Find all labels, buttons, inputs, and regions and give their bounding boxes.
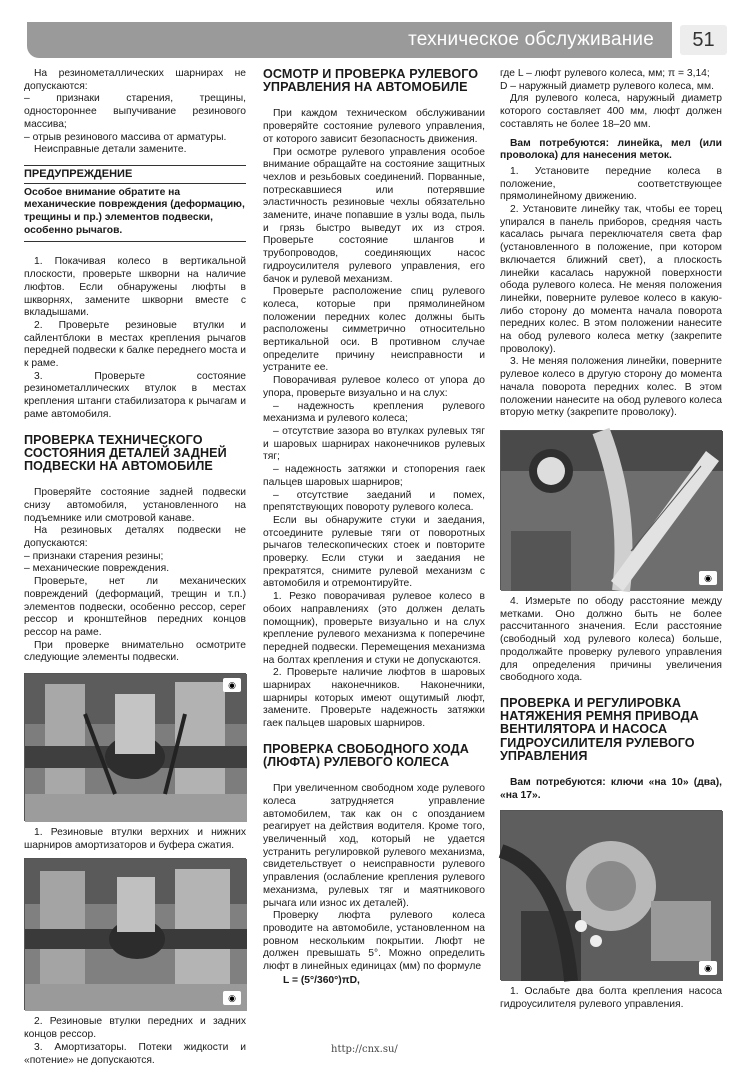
step: 1. Покачивая колесо в вертикальной плоскости, проверьте шкворни на наличие люфтов. Если обнаружены люфты в шкворнях, замените шкворни вместе с вкладышами. — [24, 256, 246, 319]
heading-rear-suspension: ПРОВЕРКА ТЕХНИЧЕСКОГО СОСТОЯНИЯ ДЕТАЛЕЙ ЗАДНЕЙ ПОДВЕСКИ НА АВТОМОБИЛЕ — [24, 432, 227, 473]
photo-steering-ruler — [500, 430, 722, 590]
paragraph: При каждом техническом обслуживании проверяйте состояние рулевого управления, от которого зависит безопасность движения. — [263, 108, 485, 145]
step: 2. Проверьте резиновые втулки и сайлентблоки в местах крепления рычагов передней подвески к балке переднего моста и к раме. — [24, 319, 246, 370]
column-middle — [263, 68, 485, 988]
paragraph: Неисправные детали замените. — [34, 144, 187, 156]
step: 3. Проверьте состояние резинометаллических втулок в местах крепления штанги стабилизатора к рычагам и раме автомобиля. — [24, 370, 246, 420]
paragraph: Если вы обнаружите стуки и заедания, отсоедините рулевые тяги от поворотных рычагов телескопических стоек и повторите проверку. Если стуки и заедания не прекратятся, снимите рулевой механизм с автомобиля и отремонтируйте. — [263, 514, 485, 590]
heading-steering-inspection: ОСМОТР И ПРОВЕРКА РУЛЕВОГО УПРАВЛЕНИЯ НА АВТОМОБИЛЕ — [263, 67, 479, 95]
caption: 4. Измерьте по ободу расстояние между метками. Оно должно быть не более рассчитанного значения. Если расстояние (свободный ход рулевого колеса) больше, продолжайте проверку рулевого управления для определения причины увеличения свободного хода. — [500, 595, 722, 684]
photo-steering-pump — [500, 810, 722, 980]
list-item: – надежность затяжки и стопорения гаек пальцев шаровых шарниров; — [263, 464, 485, 488]
paragraph: Проверьте расположение спиц рулевого колеса, которые при прямолинейном положении передних колес должны быть расположены симметрично относительно вертикальной оси. В противном случае определите причину неисправности и устраните ее. — [263, 286, 485, 374]
list-item: – надежность крепления рулевого механизма и рулевого колеса; — [263, 400, 485, 425]
section-title: техническое обслуживание — [408, 29, 654, 50]
step: 1. Установите передние колеса в положение, соответствующее прямолинейному движению. — [500, 165, 722, 203]
step: 2. Проверьте наличие люфтов в шаровых шарнирах наконечников. Наконечники, шарниры которых имеют ощутимый люфт, замените. Проверьте надежность затяжки гаек пальцев шаровых шарниров. — [263, 667, 485, 730]
step: 3. Не меняя положения линейки, поверните рулевое колесо в другую сторону до момента начала поворота передних колес. В этом положении нанесите на обод рулевого колеса вторую метку (закрепите проволоку). — [500, 356, 722, 419]
column-right — [500, 68, 722, 1012]
page-header — [27, 22, 727, 58]
paragraph: Для рулевого колеса, наружный диаметр которого составляет 400 мм, люфт должен составлять не более 18–20 мм. — [500, 93, 722, 130]
photo-rear-suspension-1 — [24, 673, 246, 821]
paragraph: При осмотре рулевого управления особое внимание обращайте на состояние защитных чехлов и резьбовых соединений. Порванные, потрескавшиеся или потерявшие эластичность резиновые чехлы обязательно замените, иначе попавшие в узлы вода, пыль и грязь быстро выведут их из строя. Проверьте состояние шлангов и трубопроводов, соединяющих насос гидроусилителя рулевого управления, его бачок и рулевой механизм. — [263, 146, 485, 285]
camera-icon: ◉ — [699, 961, 717, 975]
step: 1. Резко поворачивая рулевое колесо в обоих направлениях (это должен делать помощник), проверьте визуально и на слух крепление рулевого механизма к поперечине передней подвески. Перемещения механизма на болтах крепления и стуки не допускаются. — [263, 591, 485, 666]
list-item: – механические повреждения. — [24, 563, 170, 575]
tools-needed: Вам потребуются: линейка, мел (или проволока) для нанесения меток. — [500, 137, 722, 162]
column-left — [24, 68, 246, 1067]
camera-icon: ◉ — [223, 678, 241, 692]
footer-url[interactable]: http://cnx.su/ — [331, 1044, 398, 1055]
paragraph: D – наружный диаметр рулевого колеса, мм. — [500, 80, 714, 92]
paragraph: Проверьте, нет ли механических повреждений (деформаций, трещин и т.п.) элементов подвески, особенно рессор, серег рессор и кронштейнов передних концов рессор на раме. — [24, 576, 246, 638]
list-item: – отсутствие зазора во втулках рулевых тяг и шаровых шарнирах наконечников рулевых тяг; — [263, 425, 485, 463]
paragraph: Проверяйте состояние задней подвески снизу автомобиля, установленного на подъемнике или смотровой канаве. — [24, 487, 246, 524]
page-number: 51 — [680, 25, 727, 55]
camera-icon: ◉ — [223, 991, 241, 1005]
heading-belt-tension: ПРОВЕРКА И РЕГУЛИРОВКА НАТЯЖЕНИЯ РЕМНЯ ПРИВОДА ВЕНТИЛЯТОРА И НАСОСА ГИДРОУСИЛИТЕЛЯ РУЛЕВОГО УПРАВЛЕНИЯ — [500, 695, 699, 763]
warning-text: Особое внимание обратите на механические повреждения (деформацию, трещины и пр.) элементов подвески, особенно рычагов. — [24, 187, 246, 243]
paragraph: Поворачивая рулевое колесо от упора до упора, проверьте визуально и на слух: — [263, 375, 485, 399]
paragraph: Проверку люфта рулевого колеса проводите на автомобиле, установленном на ровном нескольким покрытии. Люфт не должен превышать 5°. Можно определить люфт в линейных единицах (мм) по формуле — [263, 910, 485, 973]
list-item: – отсутствие заеданий и помех, препятствующих повороту рулевого колеса. — [263, 489, 485, 514]
paragraph: При увеличенном свободном ходе рулевого колеса затрудняется управление автомобилем, так как он с опозданием реагирует на действия водителя. Кроме того, увеличенный ход, который не удается устранить регулировкой рулевого механизма, свидетельствует о неисправности рулевого управления (ослабление крепления рулевого механизма, рулевых тяг и маятникового рычага или износ их деталей). — [263, 783, 485, 909]
caption: 1. Резиновые втулки верхних и нижних шарниров амортизаторов и буфера сжатия. — [24, 827, 246, 851]
list-item: – отрыв резинового массива от арматуры. — [24, 131, 227, 143]
tools-needed: Вам потребуются: ключи «на 10» (два), «на 17». — [500, 776, 722, 801]
paragraph: где L – люфт рулевого колеса, мм; π = 3,14; — [500, 68, 710, 79]
paragraph: При проверке внимательно осмотрите следующие элементы подвески. — [24, 639, 246, 664]
step: 2. Установите линейку так, чтобы ее торец упирался в панель приборов, средняя часть касалась рычага переключателя света фар (установленного в положение, при котором включается ближний свет), а плоскость линейки касалась наружной поверхности обода рулевого колеса. Не меняя положения линейки, поверните рулевое колесо в какую-либо сторону до момента начала поворота передних колес. В этом положении нанесите на обод рулевого колеса метку (закрепите проволоку). — [500, 204, 722, 355]
caption: 1. Ослабьте два болта крепления насоса гидроусилителя рулевого управления. — [500, 986, 722, 1011]
paragraph: На резинометаллических шарнирах не допускаются: — [24, 68, 246, 92]
formula: L = (5°/360°)πD, — [283, 974, 360, 986]
list-item: – признаки старения резины; — [24, 550, 164, 562]
caption: 2. Резиновые втулки передних и задних концов рессор. — [24, 1016, 246, 1041]
list-item: – признаки старения, трещины, одностороннее выпучивание резинового массива; — [24, 93, 246, 130]
paragraph: На резиновых деталях подвески не допускаются: — [24, 525, 246, 549]
camera-icon: ◉ — [699, 571, 717, 585]
warning-title: ПРЕДУПРЕЖДЕНИЕ — [24, 165, 246, 184]
photo-rear-suspension-2 — [24, 858, 246, 1010]
header-bar — [27, 22, 672, 58]
heading-free-play: ПРОВЕРКА СВОБОДНОГО ХОДА (ЛЮФТА) РУЛЕВОГО КОЛЕСА — [263, 741, 469, 770]
caption: 3. Амортизаторы. Потеки жидкости и «потение» не допускаются. — [24, 1041, 246, 1066]
